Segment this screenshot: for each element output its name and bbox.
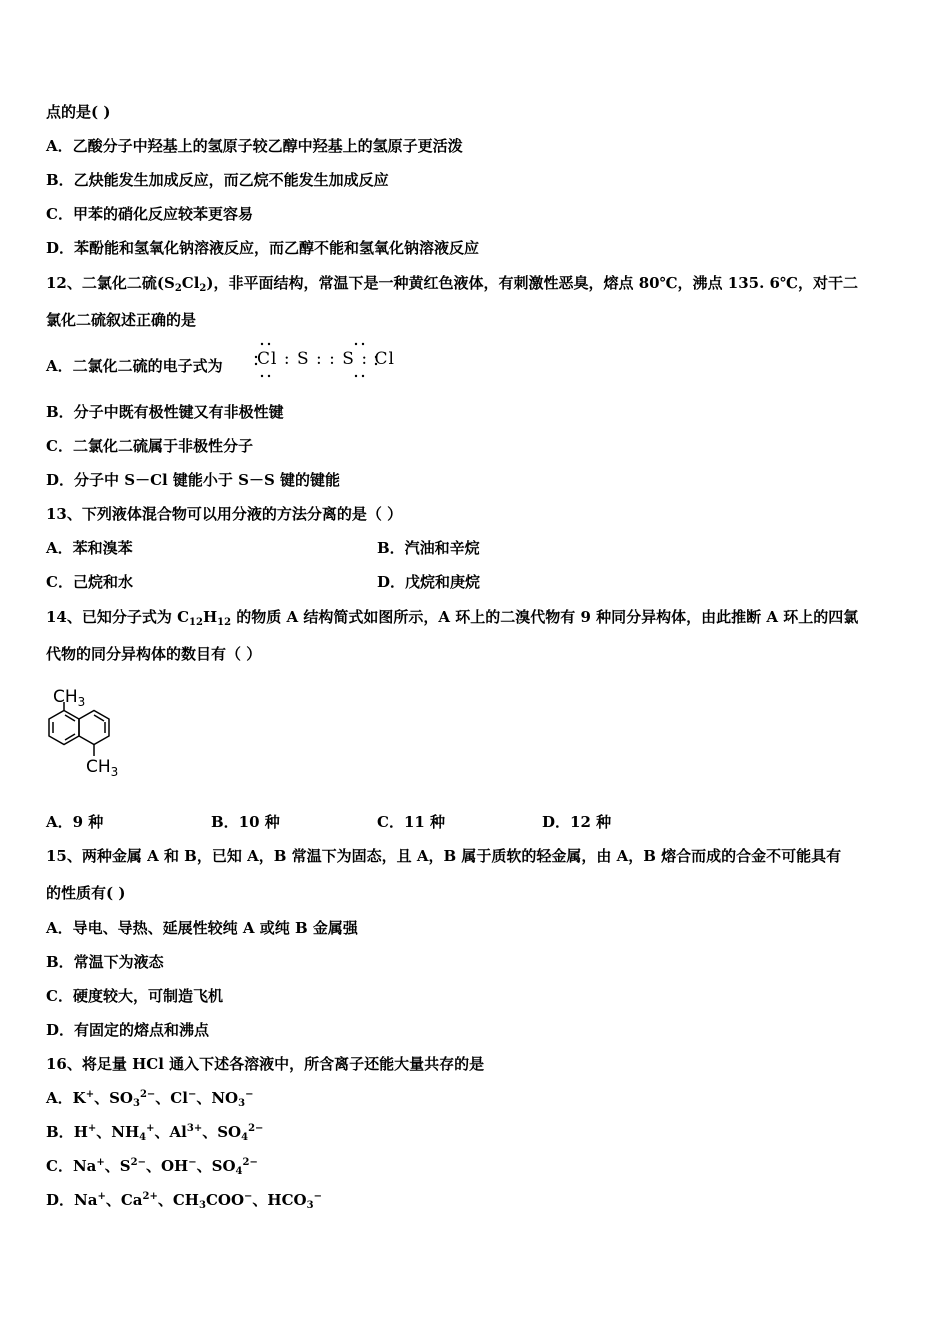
q12-option-b: B．分子中既有极性键又有非极性键 xyxy=(46,403,284,421)
q12-option-a: A．二氯化二硫的电子式为 xyxy=(46,357,223,375)
q15-option-d: D．有固定的熔点和沸点 xyxy=(46,1021,210,1039)
q15-stem: 15、两种金属 A 和 B，已知 A，B 常温下为固态，且 A，B 属于质软的轻金属，由 A，B 熔合而成的合金不可能具有 xyxy=(46,847,842,865)
q13-option-d: D．戊烷和庚烷 xyxy=(377,573,481,591)
q14-stem: 14、已知分子式为 $C_{12}H_{12}$ 的物质 A 结构简式如图所示，A 环上的二溴代物有 9 种同分异构体，由此推断 A 环上的四氯 xyxy=(46,608,859,628)
q16-stem: 16、将足量 HCl 通入下述各溶液中，所含离子还能大量共存的是 xyxy=(46,1055,485,1073)
q11-option-a: A．乙酸分子中羟基上的氢原子较乙醇中羟基上的氢原子更活泼 xyxy=(46,137,463,155)
svg-text:CH3: $CH_3$ xyxy=(53,687,86,709)
lewis-formula: Cl : S : : S : Cl xyxy=(257,349,395,369)
q12-stem-line2: 氯化二硫叙述正确的是 xyxy=(46,311,197,329)
svg-text:CH3: $CH_3$ xyxy=(86,757,119,779)
q16-option-b: B．H+、$NH_4^+$、$Al^{3+}$、$SO_4^{2-}$ xyxy=(46,1123,264,1143)
q14-option-d: D．12 种 xyxy=(542,813,612,831)
q12-stem: 12、二氯化二硫$(S_2Cl_2)$，非平面结构，常温下是一种黄红色液体，有刺激性恶臭，熔点 80℃，沸点 135. 6℃，对干二 xyxy=(46,274,858,294)
q16-option-a: A．K+、$SO_3^{2-}$、Cl−、$NO_3^-$ xyxy=(46,1089,254,1109)
q11-option-c: C．甲苯的硝化反应较苯更容易 xyxy=(46,205,253,223)
q11-option-b: B．乙炔能发生加成反应，而乙烷不能发生加成反应 xyxy=(46,171,389,189)
q14-option-b: B．10 种 xyxy=(211,813,280,831)
q15-stem-line2: 的性质有( ) xyxy=(46,884,126,902)
q12-option-d: D．分子中 S－Cl 键能小于 S－S 键的键能 xyxy=(46,471,341,489)
q13-option-b: B．汽油和辛烷 xyxy=(377,539,480,557)
q15-option-a: A．导电、导热、延展性较纯 A 或纯 B 金属强 xyxy=(46,919,358,937)
q13-option-a: A．苯和溴苯 xyxy=(46,539,133,557)
q11-option-d: D．苯酚能和氢氧化钠溶液反应，而乙醇不能和氢氧化钠溶液反应 xyxy=(46,239,480,257)
q15-option-c: C．硬度较大，可制造飞机 xyxy=(46,987,223,1005)
q16-option-c: C．Na+、$S^{2-}$、OH−、$SO_4^{2-}$ xyxy=(46,1157,258,1177)
q13-stem: 13、下列液体混合物可以用分液的方法分离的是（ ） xyxy=(46,505,403,523)
q13-option-c: C．己烷和水 xyxy=(46,573,133,591)
q15-option-b: B．常温下为液态 xyxy=(46,953,164,971)
q14-option-c: C．11 种 xyxy=(377,813,446,831)
dimethylnaphthalene-structure xyxy=(44,686,134,786)
q12-option-c: C．二氯化二硫属于非极性分子 xyxy=(46,437,253,455)
q14-stem-line2: 代物的同分异构体的数目有（ ） xyxy=(46,645,262,663)
question-stem-tail: 点的是( ) xyxy=(46,103,111,121)
q14-option-a: A．9 种 xyxy=(46,813,104,831)
q16-option-d: D．Na+、$Ca^{2+}$、$CH_3COO^-$、$HCO_3^-$ xyxy=(46,1191,322,1211)
lewis-structure xyxy=(252,340,395,384)
